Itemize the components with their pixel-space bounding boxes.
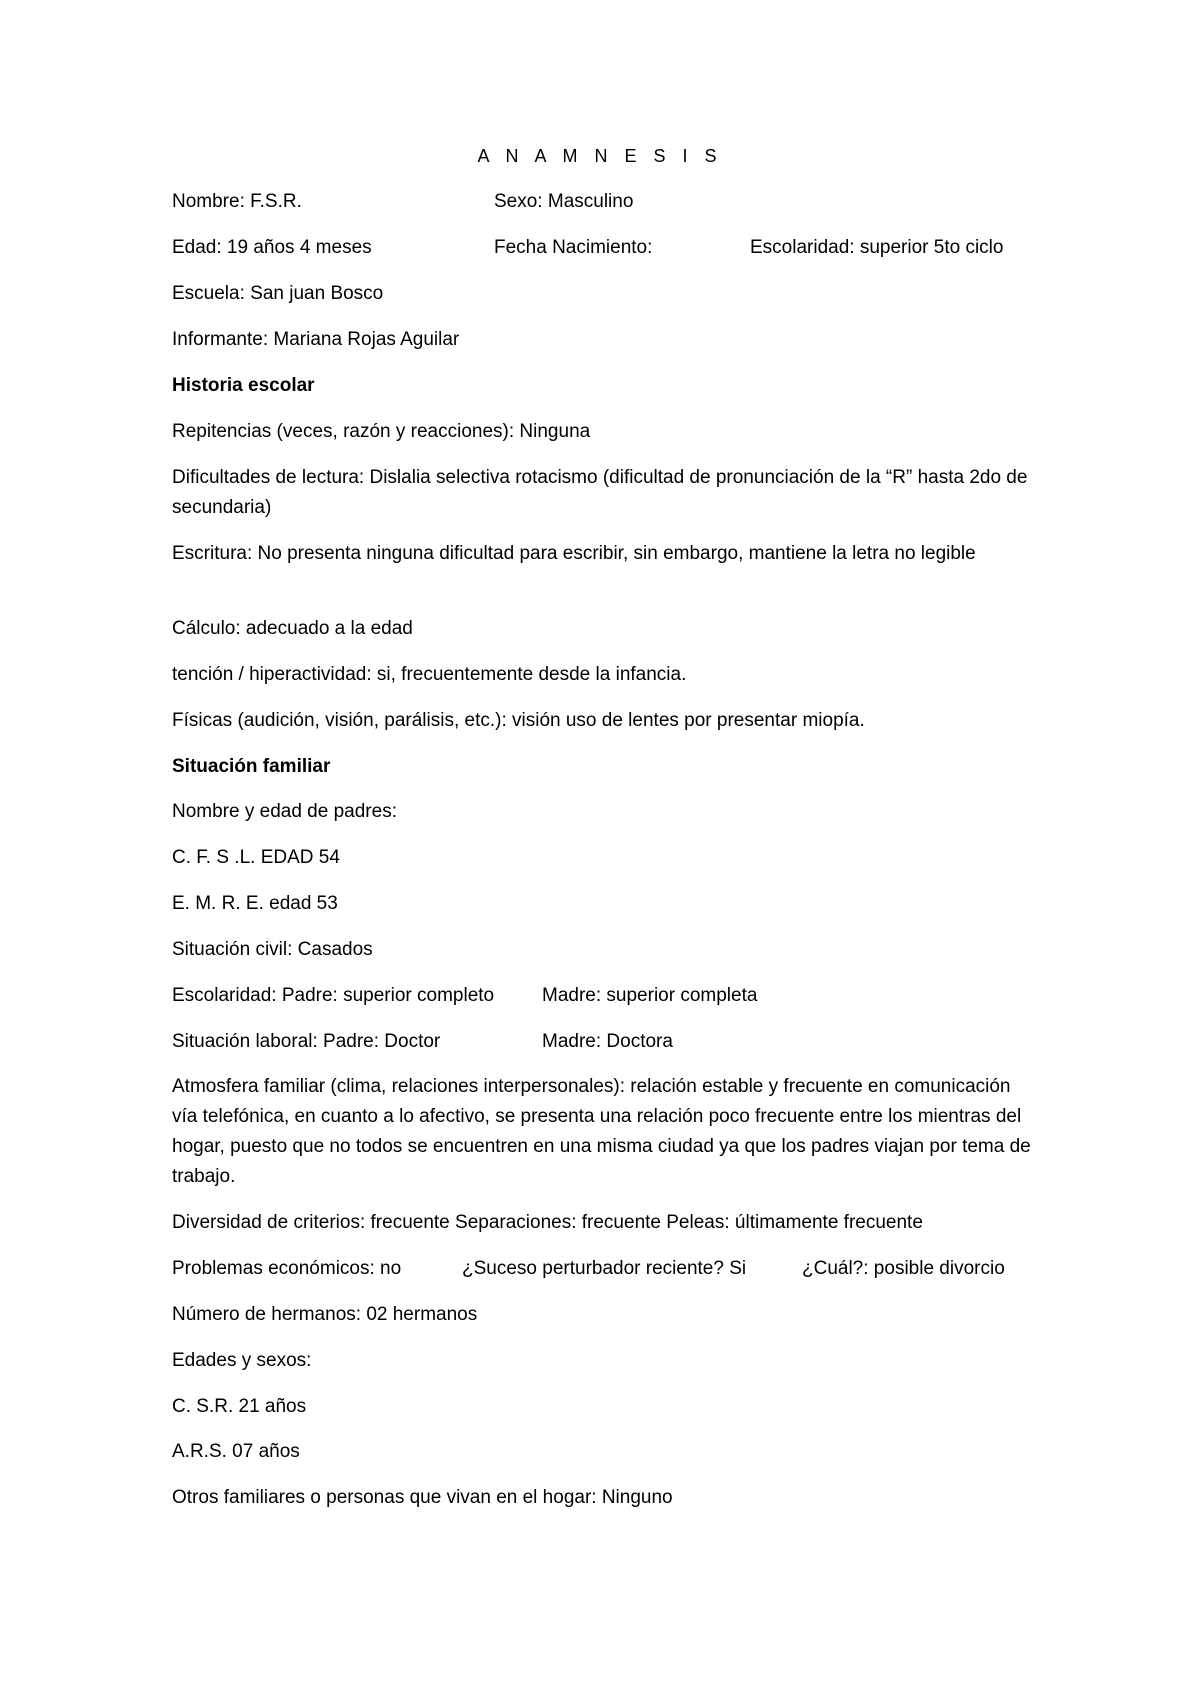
field-hermano-1: C. S.R. 21 años bbox=[172, 1396, 307, 1417]
field-fecha-nacimiento: Fecha Nacimiento: bbox=[494, 237, 653, 258]
field-repitencias: Repitencias (veces, razón y reacciones): Ninguna bbox=[172, 421, 591, 442]
field-informante: Informante: Mariana Rojas Aguilar bbox=[172, 329, 460, 350]
field-nombre: Nombre: F.S.R. bbox=[172, 191, 302, 212]
field-edad: Edad: 19 años 4 meses bbox=[172, 237, 372, 258]
field-escolaridad-madre: Madre: superior completa bbox=[542, 985, 758, 1006]
field-dificultades-lectura: Dificultades de lectura: Dislalia selectiva rotacismo (dificultad de pronunciación de la “R” hasta 2do de secundaria) bbox=[172, 467, 1028, 518]
field-hermano-2: A.R.S. 07 años bbox=[172, 1441, 300, 1462]
field-madre: E. M. R. E. edad 53 bbox=[172, 893, 338, 914]
field-atencion: tención / hiperactividad: si, frecuentemente desde la infancia. bbox=[172, 664, 687, 685]
field-edades-sexos: Edades y sexos: bbox=[172, 1350, 312, 1371]
field-problemas-economicos: Problemas económicos: no bbox=[172, 1258, 402, 1279]
field-calculo: Cálculo: adecuado a la edad bbox=[172, 618, 413, 639]
field-escritura: Escritura: No presenta ninguna dificultad para escribir, sin embargo, mantiene la letra no legible bbox=[172, 543, 976, 564]
field-numero-hermanos: Número de hermanos: 02 hermanos bbox=[172, 1304, 478, 1325]
field-otros-familiares: Otros familiares o personas que vivan en el hogar: Ninguno bbox=[172, 1487, 673, 1508]
field-cual: ¿Cuál?: posible divorcio bbox=[802, 1258, 1005, 1279]
heading-situacion-familiar: Situación familiar bbox=[172, 756, 331, 777]
field-laboral-madre: Madre: Doctora bbox=[542, 1031, 673, 1052]
field-escolaridad-padre: Escolaridad: Padre: superior completo bbox=[172, 985, 495, 1006]
field-padre: C. F. S .L. EDAD 54 bbox=[172, 847, 340, 868]
document-title: A N A M N E S I S bbox=[477, 146, 723, 166]
field-nombre-edad-padres: Nombre y edad de padres: bbox=[172, 801, 397, 822]
field-escolaridad: Escolaridad: superior 5to ciclo bbox=[750, 237, 1004, 258]
field-atmosfera-familiar: Atmosfera familiar (clima, relaciones interpersonales): relación estable y frecuente en comunicación vía telefónica, en cuanto a lo afectivo, se presenta una relación poco frecuente entre los mientras del hogar, puesto que no todos se encuentren en una misma ciudad ya que los padres viajan por tema de trabajo. bbox=[172, 1076, 1031, 1187]
field-diversidad-criterios: Diversidad de criterios: frecuente Separaciones: frecuente Peleas: últimamente frecuente bbox=[172, 1212, 923, 1233]
field-laboral-padre: Situación laboral: Padre: Doctor bbox=[172, 1031, 441, 1052]
field-escuela: Escuela: San juan Bosco bbox=[172, 283, 384, 304]
heading-historia-escolar: Historia escolar bbox=[172, 375, 315, 396]
field-situacion-civil: Situación civil: Casados bbox=[172, 939, 373, 960]
field-fisicas: Físicas (audición, visión, parálisis, etc.): visión uso de lentes por presentar miopía. bbox=[172, 710, 865, 731]
field-sexo: Sexo: Masculino bbox=[494, 191, 634, 212]
field-suceso-perturbador: ¿Suceso perturbador reciente? Si bbox=[462, 1258, 747, 1279]
